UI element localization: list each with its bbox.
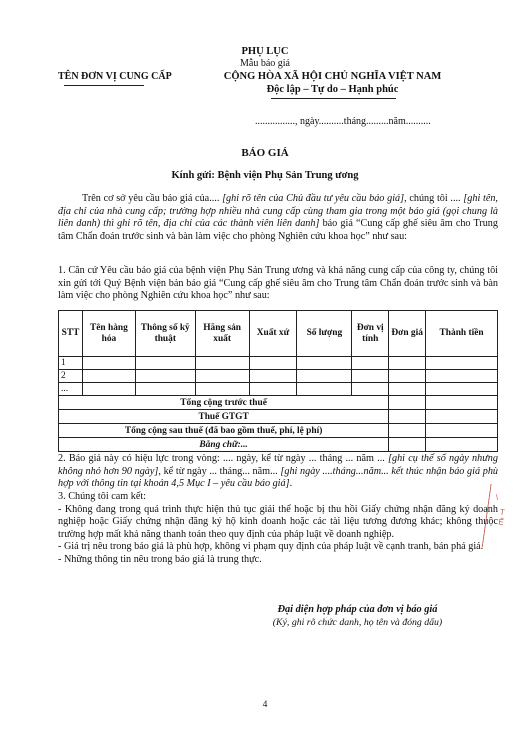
table-row <box>59 370 498 383</box>
commitment-item: - Giá trị nêu trong báo giá là phù hợp, không vi phạm quy định của pháp luật về cạnh tranh, bán phá giá. <box>58 541 484 553</box>
column-header: Đơn vị tính <box>352 311 389 357</box>
summary-row <box>59 410 498 424</box>
summary-total-label: Tổng cộng sau thuế (đã bao gồm thuế, phí, lệ phí) <box>59 424 389 438</box>
amount-in-words-label: Bằng chữ:... <box>59 438 389 452</box>
intro-text-2: , chúng tôi .... <box>404 193 464 204</box>
commitment-item: - Những thông tin nêu trong báo giá là trung thực. <box>58 553 262 565</box>
summary-row <box>59 396 498 410</box>
intro-placeholder-supplier: [ghi tên, địa chỉ của nhà cung cấp; trường hợp nhiều nhà cung cấp cùng tham gia trong một báo giá (gọi chung là liên danh) thì ghi rõ tên, địa chỉ của các thành viên liên danh] <box>58 193 498 230</box>
intro-text-1: Trên cơ sở yêu cầu báo giá của.... <box>82 193 223 204</box>
quotation-table <box>58 310 498 452</box>
row-number: 2 <box>59 370 83 383</box>
country-name: CỘNG HÒA XÃ HỘI CHỦ NGHĨA VIỆT NAM <box>223 71 442 82</box>
row-number: 1 <box>59 357 83 370</box>
column-header: Thông số kỹ thuật <box>135 311 195 357</box>
intro-placeholder-investor: [ghi rõ tên của Chủ đầu tư yêu cầu báo giá] <box>222 193 405 204</box>
addressee-line: Kính gửi: Bệnh viện Phụ Sản Trung ương <box>171 170 359 181</box>
column-header: Hãng sản xuất <box>195 311 249 357</box>
column-header: Tên hàng hóa <box>82 311 135 357</box>
summary-vat-label: Thuế GTGT <box>59 410 389 424</box>
signature-title: Đại diện hợp pháp của đơn vị báo giá <box>277 604 438 615</box>
supplier-name-label: TÊN ĐƠN VỊ CUNG CẤP <box>58 71 172 82</box>
partial-stamp: \ T Ế <box>482 484 526 552</box>
column-header: Số lượng <box>297 311 352 357</box>
summary-row <box>59 438 498 452</box>
commitment-item: - Không đang trong quá trình thực hiện thủ tục giải thể hoặc bị thu hồi Giấy chứng nhận đăng ký doanh nghiệp hoặc Giấy chứng nhận đăng ký hộ kinh doanh hoặc các tài liệu tương đương khác; không thuộc trường hợp mất khả năng thanh toán theo quy định của pháp luật về doanh nghiệp. <box>58 503 498 540</box>
row-number: ... <box>59 383 83 396</box>
intro-text-3: báo giá “Cung cấp ghế siêu âm cho Trung tâm Chẩn đoán trước sinh và bàn làm việc cho phòng Nghiên cứu khoa học” như sau: <box>58 218 498 242</box>
section-1-paragraph: 1. Căn cứ Yêu cầu báo giá của bệnh viện Phụ Sản Trung ương và khả năng cung cấp của công ty, chúng tôi xin gửi tới Quý Bệnh viện bản báo giá “Cung cấp ghế siêu âm cho Trung tâm Chẩn đoán trước sinh và bàn làm việc cho phòng Nghiên cứu khoa học” như sau: <box>58 265 498 302</box>
column-header: Đơn giá <box>389 311 426 357</box>
table-row <box>59 383 498 396</box>
summary-row <box>59 424 498 438</box>
date-line: ................, ngày..........tháng.........năm.......... <box>255 116 431 127</box>
validity-text-1: 2. Báo giá này có hiệu lực trong vòng: .... ngày, kể từ ngày ... tháng ... năm ... <box>58 453 389 464</box>
section-3-heading: 3. Chúng tôi cam kết: <box>58 491 146 502</box>
signature-note: (Ký, ghi rõ chức danh, họ tên và đóng dấu) <box>272 617 443 628</box>
summary-pretax-label: Tổng cộng trước thuế <box>59 396 389 410</box>
page-number: 4 <box>262 700 268 710</box>
section-2-paragraph <box>58 453 498 491</box>
column-header: Thành tiền <box>426 311 498 357</box>
national-motto: Độc lập – Tự do – Hạnh phúc <box>266 84 399 95</box>
validity-text-2: , kể từ ngày ... tháng... năm... <box>158 465 281 477</box>
validity-placeholder-date: [ghi ngày ....tháng...năm... kết thúc nhận báo giá phù hợp với thông tin tại khoản 4,5 Mục I – yêu cầu báo giá] <box>58 465 499 490</box>
table-row <box>59 357 498 370</box>
column-header: Xuất xứ <box>249 311 297 357</box>
motto-underline <box>271 98 396 99</box>
column-header: STT <box>59 311 83 357</box>
validity-placeholder-days: [ghi cụ thể số ngày nhưng không nhỏ hơn 90 ngày] <box>58 453 498 477</box>
document-title: BÁO GIÁ <box>241 147 289 159</box>
supplier-underline <box>64 85 144 86</box>
intro-paragraph <box>58 193 498 243</box>
validity-text-3: . <box>289 478 293 490</box>
section-3 <box>58 491 498 567</box>
table-header-row <box>59 311 498 357</box>
appendix-subtitle: Mẫu báo giá <box>240 58 290 69</box>
appendix-title: PHỤ LỤC <box>241 46 289 57</box>
